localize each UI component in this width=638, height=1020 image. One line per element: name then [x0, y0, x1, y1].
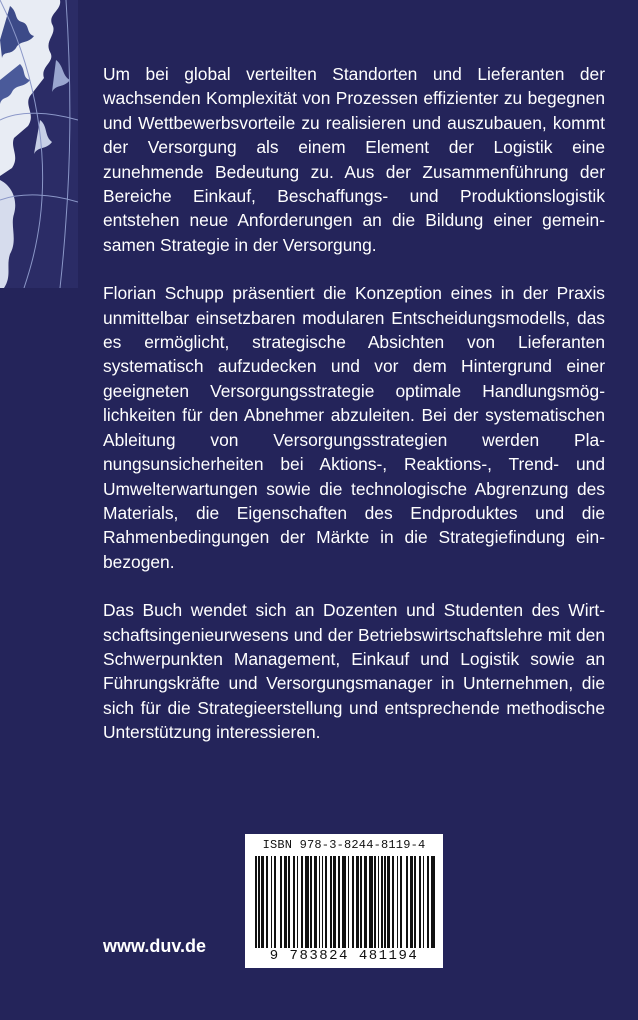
barcode-bar	[293, 856, 295, 948]
barcode-bar	[305, 856, 309, 948]
barcode-bar	[414, 856, 416, 948]
barcode-bar	[356, 856, 359, 948]
barcode-bar	[381, 856, 383, 948]
isbn-barcode	[245, 834, 443, 968]
barcode-bar	[310, 856, 312, 948]
barcode-bar	[419, 856, 421, 948]
publisher-url[interactable]: www.duv.de	[103, 936, 207, 956]
barcode-bar	[280, 856, 282, 948]
barcode-bar	[255, 856, 257, 948]
barcode-bar	[431, 856, 435, 948]
barcode-bar	[261, 856, 264, 948]
barcode-bar	[266, 856, 268, 948]
blurb-paragraph-1: Um bei global verteilten Standorten und Lieferanten der wachsenden Komplexität von Prozessen effizienter zu begegnen und Wettbewerbsvorteile zu realisieren und auszubauen, kommt der Versorgung als einem Element der Logistik eine zunehmende Bedeutung zu. Aus der Zusammenführung der Bereiche Einkauf, Beschaffungs- und Produktionslogistik entstehen neue Anforderungen an die Bildung einer gemeinsamen Strategie in der Versorgung.	[103, 64, 605, 255]
blurb-paragraph-2: Florian Schupp präsentiert die Konzeption eines in der Praxis unmittelbar einsetzbaren modularen Entscheidungsmodells, das es ermöglicht, strategische Absichten von Lieferanten systematisch aufzudecken und vor dem Hintergrund einer geeigneten Versorgungsstrategie optimale Handlungsmöglichkeiten für den Abnehmer abzuleiten. Bei der systematischen Ableitung von Versorgungsstrategien werden Planungsunsicherheiten bei Aktions-, Reaktions-, Trend- und Umwelterwartungen sowie die technologische Abgrenzung des Materials, die Eigenschaften des Endproduktes und die Rahmenbedingungen der Märkte in die Strategiefindung einbezogen.	[103, 283, 605, 572]
barcode-bar	[392, 856, 394, 948]
barcode-bar	[342, 856, 346, 948]
barcode-bar	[369, 856, 373, 948]
blurb-paragraph-3: Das Buch wendet sich an Dozenten und Studenten des Wirtschaftsingenieurwesens und der Betriebswirtschaftslehre mit den Schwerpunkten Management, Einkauf und Logistik sowie an Führungskräfte und Versorgungsmanager in Unternehmen, die sich für die Strategieerstellung und entsprechende methodische Unterstützung interessieren.	[103, 600, 605, 743]
barcode-bar	[284, 856, 287, 948]
barcode-bar	[325, 856, 327, 948]
barcode-bar	[319, 856, 320, 948]
barcode-bar	[297, 856, 298, 948]
barcode-bar	[301, 856, 303, 948]
ean-digits: 9 783824 481194	[269, 948, 419, 964]
barcode-bar	[427, 856, 429, 948]
barcode-bar	[406, 856, 408, 948]
barcode-bar	[374, 856, 376, 948]
barcode-bar	[364, 856, 367, 948]
barcode-bar	[387, 856, 390, 948]
barcode-bar	[384, 856, 386, 948]
back-cover-blurb	[103, 62, 605, 745]
barcode-bar	[322, 856, 323, 948]
barcode-bar	[378, 856, 379, 948]
barcode-bar	[271, 856, 272, 948]
barcode-bar	[352, 856, 354, 948]
barcode-bars	[253, 856, 435, 948]
barcode-bar	[423, 856, 424, 948]
barcode-bar	[274, 856, 276, 948]
barcode-bar	[400, 856, 402, 948]
barcode-bar	[258, 856, 260, 948]
barcode-bar	[338, 856, 340, 948]
barcode-bar	[314, 856, 317, 948]
barcode-bar	[410, 856, 413, 948]
isbn-label: ISBN 978-3-8244-8119-4	[262, 838, 426, 852]
barcode-bar	[288, 856, 290, 948]
barcode-bar	[333, 856, 336, 948]
barcode-bar	[348, 856, 349, 948]
barcode-bar	[397, 856, 398, 948]
barcode-bar	[360, 856, 362, 948]
barcode-bar	[330, 856, 332, 948]
globe-image	[0, 0, 78, 288]
